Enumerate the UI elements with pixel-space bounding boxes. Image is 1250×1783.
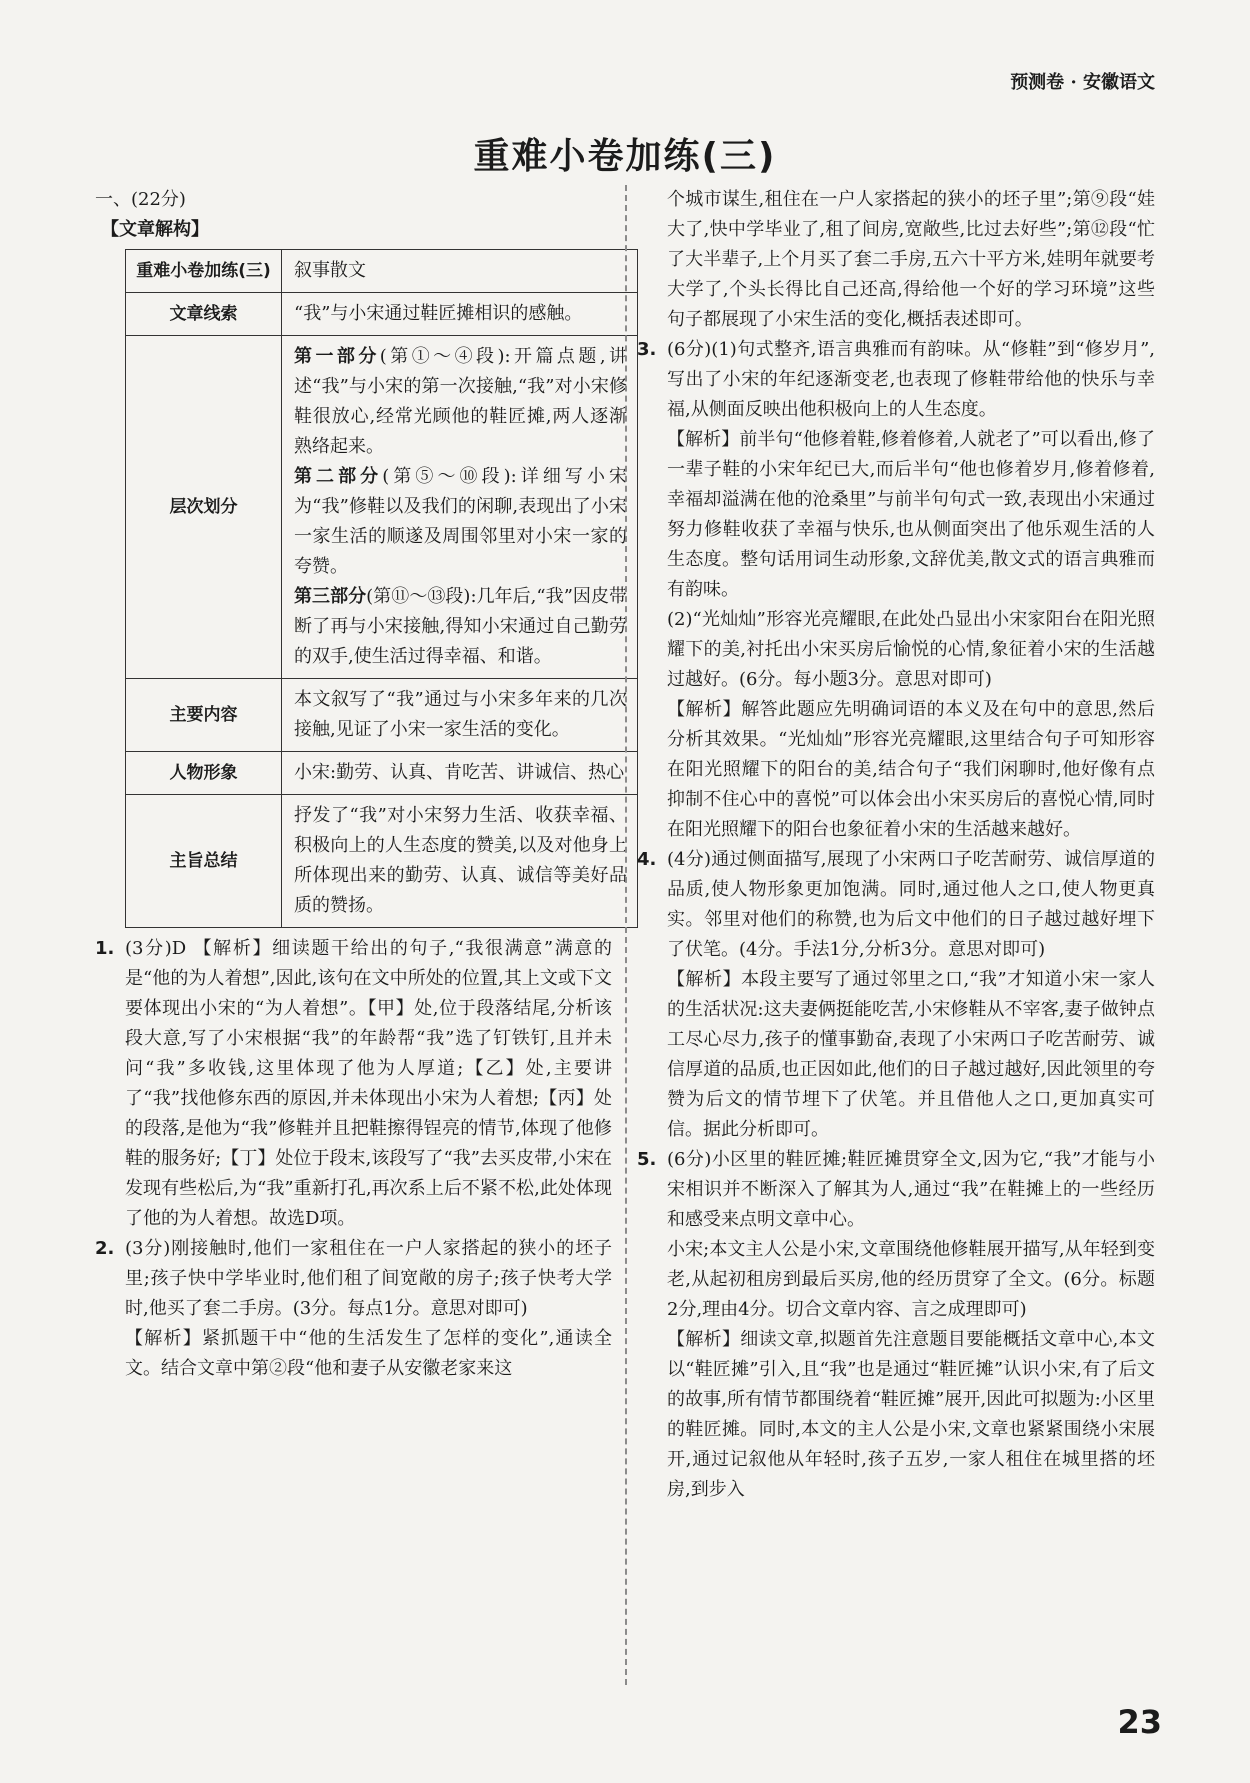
answer-paragraph: 【解析】本段主要写了通过邻里之口,“我”才知道小宋一家人的生活状况:这夫妻俩挺能吃苦,小宋修鞋从不宰客,妻子做钟点工尽心尽力,孩子的懂事勤奋,表现了小宋两口子吃苦耐劳、诚信厚道的品质,也正因如此,他们的日子越过越好,因此领里的夸赞为后文的情节埋下了伏笔。并且借他人之口,更加真实可信。据此分析即可。: [667, 969, 1155, 1140]
table-value: [282, 795, 638, 928]
table-value-part: [294, 582, 627, 672]
left-answers: [95, 934, 612, 1384]
part-text: (第⑪～⑬段):几年后,“我”因皮带断了再与小宋接触,得知小宋通过自己勤劳的双手,使生活过得幸福、和谐。: [294, 586, 628, 667]
table-value-part: [294, 256, 627, 286]
part-text: 小宋:勤劳、认真、肯吃苦、讲诚信、热心: [294, 762, 625, 783]
answer-item: [637, 845, 1155, 1145]
answer-text: (3分)刚接触时,他们一家租住在一户人家搭起的狭小的坯子里;孩子快中学毕业时,他们租了间宽敞的房子;孩子快考大学时,他买了套二手房。(3分。每点1分。意思对即可): [125, 1238, 612, 1319]
table-value-part: [294, 801, 627, 921]
answer-number: 1.: [95, 938, 115, 959]
table-value: [282, 679, 638, 752]
answer-number: 3.: [637, 339, 657, 360]
table-row: [126, 752, 638, 795]
table-key: 层次划分: [126, 336, 282, 679]
answer-paragraph: 小宋;本文主人公是小宋,文章围绕他修鞋展开描写,从年轻到变老,从起初租房到最后买房,他的经历贯穿了全文。(6分。标题2分,理由4分。切合文章内容、言之成理即可): [667, 1239, 1155, 1320]
table-row: [126, 336, 638, 679]
table-row: [126, 795, 638, 928]
page-number: 23: [1117, 1703, 1162, 1741]
structure-table: [125, 249, 638, 928]
right-column: [637, 185, 1155, 1505]
table-value-part: [294, 685, 627, 745]
answer-text: (6分)(1)句式整齐,语言典雅而有韵味。从“修鞋”到“修岁月”,写出了小宋的年纪逐渐变老,也表现了修鞋带给他的快乐与幸福,从侧面反映出他积极向上的人生态度。: [667, 339, 1155, 420]
part-text: 叙事散文: [294, 260, 366, 281]
answer-item: [637, 335, 1155, 845]
table-value-part: [294, 758, 627, 788]
table-value: [282, 250, 638, 293]
part-label: 第一部分: [294, 346, 380, 367]
answer-number: 2.: [95, 1238, 115, 1259]
answer-number: 5.: [637, 1149, 657, 1170]
answer-paragraph: (2)“光灿灿”形容光亮耀眼,在此处凸显出小宋家阳台在阳光照耀下的美,衬托出小宋买房后愉悦的心情,象征着小宋的生活越过越好。(6分。每小题3分。意思对即可): [667, 609, 1155, 690]
answer-item: [95, 1234, 612, 1384]
part-label: 第三部分: [294, 586, 367, 607]
answer-item: [637, 1145, 1155, 1505]
answer-analysis: 【解析】紧抓题干中“他的生活发生了怎样的变化”,通读全文。结合文章中第②段“他和妻子从安徽老家来这: [125, 1328, 612, 1379]
table-value-part: [294, 462, 627, 582]
continued-analysis: 个城市谋生,租住在一户人家搭起的狭小的坯子里”;第⑨段“娃大了,快中学毕业了,租了间房,宽敞些,比过去好些”;第⑫段“忙了大半辈子,上个月买了套二手房,五六十平方米,娃明年就要考大学了,个头长得比自己还高,得给他一个好的学习环境”这些句子都展现了小宋生活的变化,概括表述即可。: [667, 189, 1155, 330]
page-title: 重难小卷加练(三): [473, 136, 777, 177]
part-text: 抒发了“我”对小宋努力生活、收获幸福、积极向上的人生态度的赞美,以及对他身上所体现出来的勤劳、认真、诚信等美好品质的赞扬。: [294, 805, 627, 916]
table-value-part: [294, 342, 627, 462]
answer-text: (4分)通过侧面描写,展现了小宋两口子吃苦耐劳、诚信厚道的品质,使人物形象更加饱满。同时,通过他人之口,使人物更真实。邻里对他们的称赞,也为后文中他们的日子越过越好埋下了伏笔。(4分。手法1分,分析3分。意思对即可): [667, 849, 1155, 960]
answer-item: [95, 934, 612, 1234]
answer-number: 4.: [637, 849, 657, 870]
table-key: 人物形象: [126, 752, 282, 795]
right-answers: [637, 335, 1155, 1505]
answer-text: (6分)小区里的鞋匠摊;鞋匠摊贯穿全文,因为它,“我”才能与小宋相识并不断深入了解其为人,通过“我”在鞋摊上的一些经历和感受来点明文章中心。: [667, 1149, 1155, 1230]
section-label: 【文章解构】: [101, 219, 209, 240]
table-row: [126, 679, 638, 752]
table-value-part: [294, 299, 627, 329]
left-column: [95, 185, 628, 1384]
answer-paragraph: 【解析】解答此题应先明确词语的本义及在句中的意思,然后分析其效果。“光灿灿”形容光亮耀眼,这里结合句子可知形容在阳光照耀下的阳台的美,结合句子“我们闲聊时,他好像有点抑制不住心中的喜悦”可以体会出小宋买房后的喜悦心情,同时在阳光照耀下的阳台也象征着小宋的生活越来越好。: [667, 699, 1155, 840]
table-row: [126, 293, 638, 336]
column-divider: [625, 185, 627, 1685]
table-key: 重难小卷加练(三): [126, 250, 282, 293]
table-key: 主要内容: [126, 679, 282, 752]
answer-paragraph: 【解析】前半句“他修着鞋,修着修着,人就老了”可以看出,修了一辈子鞋的小宋年纪已大,而后半句“他也修着岁月,修着修着,幸福却溢满在他的沧桑里”与前半句句式一致,表现出小宋通过努力修鞋收获了幸福与快乐,也从侧面突出了他乐观生活的人生态度。整句话用词生动形象,文辞优美,散文式的语言典雅而有韵味。: [667, 429, 1155, 600]
answer-paragraph: 【解析】细读文章,拟题首先注意题目要能概括文章中心,本文以“鞋匠摊”引入,且“我”也是通过“鞋匠摊”认识小宋,有了后文的故事,所有情节都围绕着“鞋匠摊”展开,因此可拟题为:小区里的鞋匠摊。同时,本文的主人公是小宋,文章也紧紧围绕小宋展开,通过记叙他从年轻时,孩子五岁,一家人租住在城里搭的坯房,到步入: [667, 1329, 1155, 1500]
part-text: (第⑤～⑩段):详细写小宋为“我”修鞋以及我们的闲聊,表现出了小宋一家生活的顺遂及周围邻里对小宋一家的夸赞。: [294, 466, 628, 577]
table-value: [282, 752, 638, 795]
table-value: [282, 336, 638, 679]
part-text: 本文叙写了“我”通过与小宋多年来的几次接触,见证了小宋一家生活的变化。: [294, 689, 627, 740]
table-key: 文章线索: [126, 293, 282, 336]
part-label: 第二部分: [294, 466, 383, 487]
table-row: [126, 250, 638, 293]
table-value: [282, 293, 638, 336]
answer-text: (3分)D 【解析】细读题干给出的句子,“我很满意”满意的是“他的为人着想”,因此,该句在文中所处的位置,其上文或下文要体现出小宋的“为人着想”。【甲】处,位于段落结尾,分析该段大意,写了小宋根据“我”的年龄帮“我”选了钉铁钉,且并未问“我”多收钱,这里体现了他为人厚道;【乙】处,主要讲了“我”找他修东西的原因,并未体现出小宋为人着想;【丙】处的段落,是他为“我”修鞋并且把鞋擦得锃亮的情节,体现了他修鞋的服务好;【丁】处位于段末,该段写了“我”去买皮带,小宋在发现有些松后,为“我”重新打孔,再次系上后不紧不松,此处体现了他的为人着想。故选D项。: [125, 938, 612, 1229]
section-heading: 一、(22分): [95, 189, 186, 210]
part-text: “我”与小宋通过鞋匠摊相识的感触。: [294, 303, 583, 324]
series-label: 预测卷 · 安徽语文: [1010, 72, 1155, 93]
part-text: (第①～④段):开篇点题,讲述“我”与小宋的第一次接触,“我”对小宋修鞋很放心,经常光顾他的鞋匠摊,两人逐渐熟络起来。: [294, 346, 627, 457]
table-key: 主旨总结: [126, 795, 282, 928]
